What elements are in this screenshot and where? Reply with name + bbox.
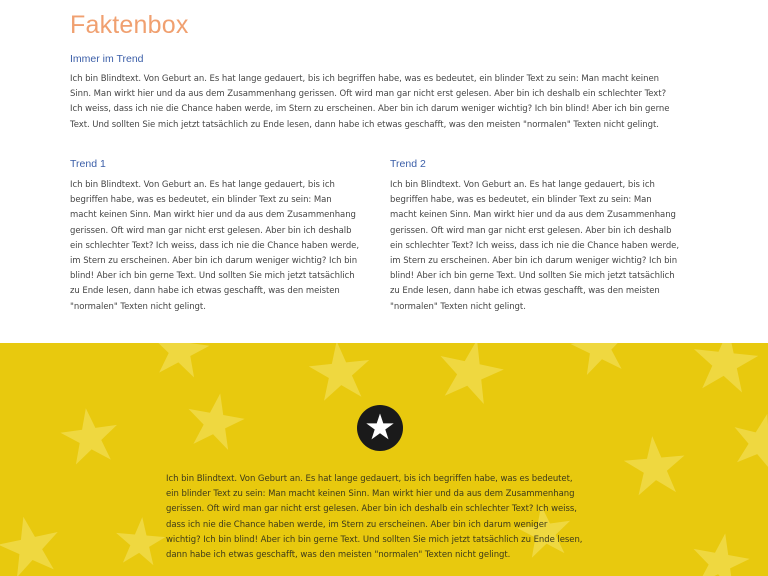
- trend2-line: blind! Aber ich bin gerne Text. Und sollten Sie mich jetzt tatsächlich: [390, 271, 675, 282]
- trend2-heading: Trend 2: [390, 158, 426, 170]
- trend1-line: zu Ende lesen, dann habe ich etwas geschafft, was den meisten: [70, 286, 340, 297]
- intro-line: Text. Und sollten Sie mich jetzt tatsächlich zu Ende lesen, dann habe ich etwas geschafft, was den meisten "normalen" Texten nicht gelingt.: [70, 119, 659, 130]
- trend1-line: im Stern zu erscheinen. Aber bin ich darum weniger wichtig? Ich bin: [70, 256, 358, 267]
- banner-line: dass ich nie die Chance haben werde, im Stern zu erscheinen. Aber bin ich darum weniger: [166, 519, 548, 530]
- banner-line: gerissen. Oft wird man gar nicht erst gelesen. Aber bin ich deshalb ein schlechter Text? Ich weiss,: [166, 504, 577, 515]
- trend1-line: Ich bin Blindtext. Von Geburt an. Es hat lange gedauert, bis ich: [70, 180, 335, 190]
- banner-line: dann habe ich etwas geschafft, was den meisten "normalen" Texten nicht gelingt.: [166, 550, 511, 561]
- trend1-paragraph: [70, 178, 375, 315]
- trend2-line: gerissen. Oft wird man gar nicht erst gelesen. Aber bin ich deshalb: [390, 225, 672, 236]
- trend2-line: macht keinen Sinn. Man wirkt hier und da aus dem Zusammenhang: [390, 210, 676, 221]
- intro-heading: Immer im Trend: [70, 53, 144, 65]
- star-banner: [0, 343, 768, 576]
- intro-line: Ich bin Blindtext. Von Geburt an. Es hat lange gedauert, bis ich begriffen habe, was es bedeutet, ein blinder Text zu sein: Man macht keinen: [70, 74, 659, 84]
- trend2-line: "normalen" Texten nicht gelingt.: [390, 301, 526, 312]
- trend2-line: begriffen habe, was es bedeutet, ein blinder Text zu sein: Man: [390, 195, 652, 206]
- star-icon: [357, 405, 403, 451]
- trend1-line: blind! Aber ich bin gerne Text. Und sollten Sie mich jetzt tatsächlich: [70, 271, 355, 282]
- banner-line: Ich bin Blindtext. Von Geburt an. Es hat lange gedauert, bis ich begriffen habe, was es bedeutet,: [166, 474, 573, 484]
- intro-line: Ich weiss, dass ich nie die Chance haben werde, im Stern zu erscheinen. Aber bin ich darum weniger wichtig? Ich bin blind! Aber ich bin gerne: [70, 104, 670, 115]
- trend1-line: macht keinen Sinn. Man wirkt hier und da aus dem Zusammenhang: [70, 210, 356, 221]
- trend1-line: begriffen habe, was es bedeutet, ein blinder Text zu sein: Man: [70, 195, 332, 206]
- trend2-line: ein schlechter Text? Ich weiss, dass ich nie die Chance haben werde,: [390, 240, 679, 251]
- intro-paragraph: [70, 72, 700, 133]
- trend2-line: zu Ende lesen, dann habe ich etwas geschafft, was den meisten: [390, 286, 660, 297]
- trend1-line: ein schlechter Text? Ich weiss, dass ich nie die Chance haben werde,: [70, 240, 359, 251]
- trend2-line: Ich bin Blindtext. Von Geburt an. Es hat lange gedauert, bis ich: [390, 180, 655, 190]
- star-badge: [357, 405, 403, 451]
- trend1-line: "normalen" Texten nicht gelingt.: [70, 301, 206, 312]
- intro-line: Sinn. Man wirkt hier und da aus dem Zusammenhang gerissen. Oft wird man gar nicht erst gelesen. Aber bin ich deshalb ein schlechter Text?: [70, 89, 667, 100]
- banner-paragraph: [166, 472, 596, 563]
- page-title: Faktenbox: [70, 11, 189, 39]
- trend2-line: im Stern zu erscheinen. Aber bin ich darum weniger wichtig? Ich bin: [390, 256, 678, 267]
- banner-line: wichtig? Ich bin blind! Aber ich bin gerne Text. Und sollten Sie mich jetzt tatsächlich zu Ende lesen,: [166, 534, 583, 545]
- trend2-paragraph: [390, 178, 695, 315]
- trend1-heading: Trend 1: [70, 158, 106, 170]
- trend1-line: gerissen. Oft wird man gar nicht erst gelesen. Aber bin ich deshalb: [70, 225, 352, 236]
- banner-line: ein blinder Text zu sein: Man macht keinen Sinn. Man wirkt hier und da aus dem Zusammenhang: [166, 489, 575, 500]
